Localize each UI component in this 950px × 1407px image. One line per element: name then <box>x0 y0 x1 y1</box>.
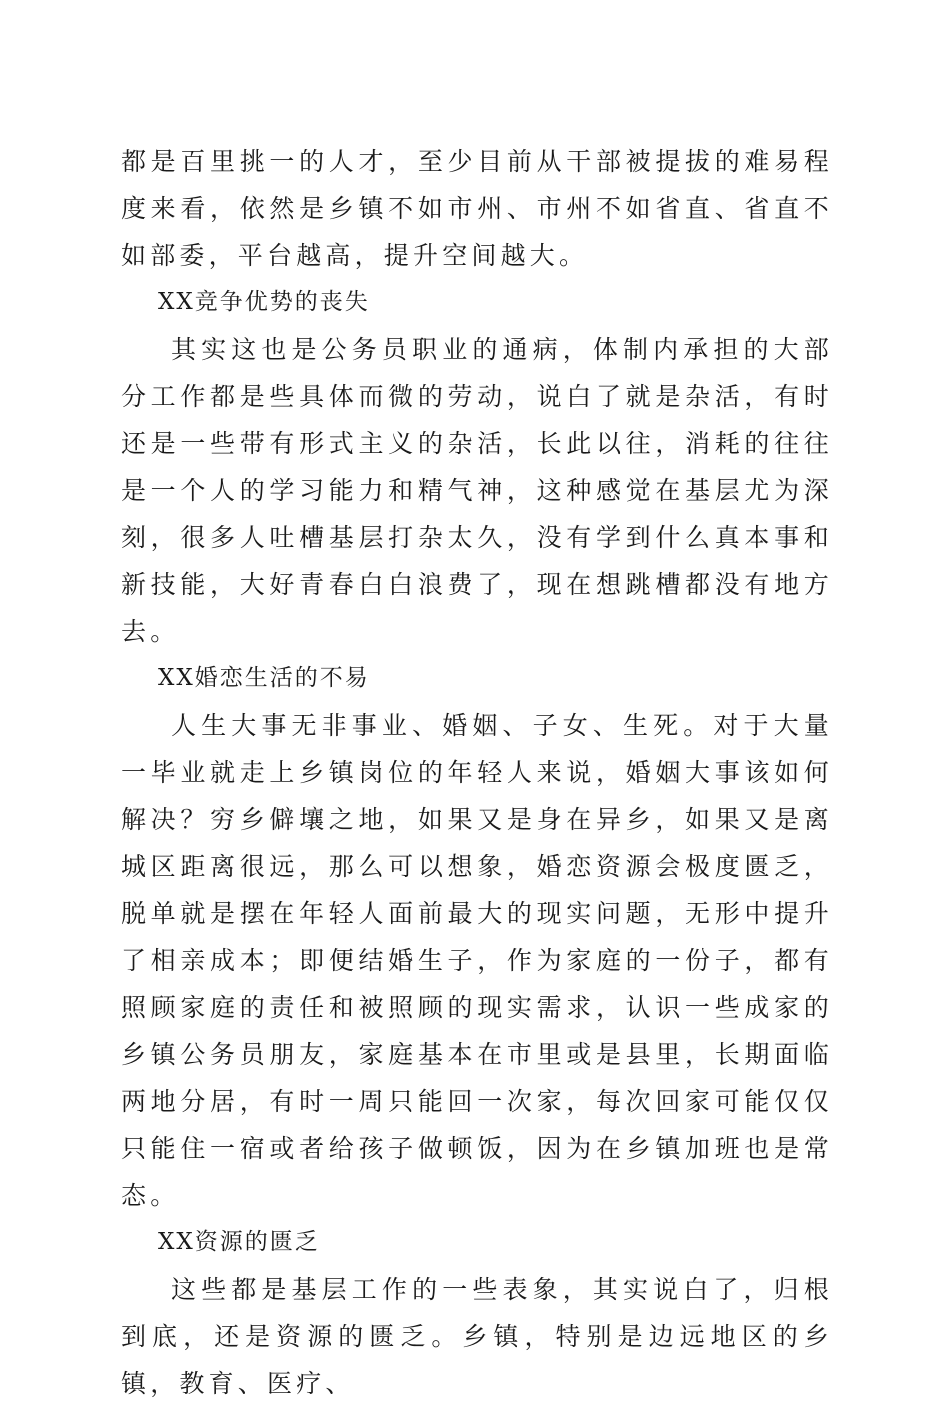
section-heading-marriage-life: XX婚恋生活的不易 <box>158 665 370 691</box>
section-heading-resource-scarcity: XX资源的匮乏 <box>158 1229 320 1255</box>
document-body <box>121 138 833 1407</box>
paragraph-2: 其实这也是公务员职业的通病，体制内承担的大部分工作都是些具体而微的劳动，说白了就是杂活，有时还是一些带有形式主义的杂活，长此以往，消耗的往往是一个人的学习能力和精气神，这种感觉在基层尤为深刻，很多人吐槽基层打杂太久，没有学到什么真本事和新技能，大好青春白白浪费了，现在想跳槽都没有地方去。 <box>121 335 833 646</box>
paragraph-3: 人生大事无非事业、婚姻、子女、生死。对于大量一毕业就走上乡镇岗位的年轻人来说，婚姻大事该如何解决？穷乡僻壤之地，如果又是身在异乡，如果又是离城区距离很远，那么可以想象，婚恋资源会极度匮乏，脱单就是摆在年轻人面前最大的现实问题，无形中提升了相亲成本；即便结婚生子，作为家庭的一份子，都有照顾家庭的责任和被照顾的现实需求，认识一些成家的乡镇公务员朋友，家庭基本在市里或是县里，长期面临两地分居，有时一周只能回一次家，每次回家可能仅仅只能住一宿或者给孩子做顿饭，因为在乡镇加班也是常态。 <box>121 711 833 1210</box>
paragraph-4: 这些都是基层工作的一些表象，其实说白了，归根到底，还是资源的匮乏。乡镇，特别是边远地区的乡镇，教育、医疗、 <box>121 1275 833 1398</box>
paragraph-1: 都是百里挑一的人才，至少目前从干部被提拔的难易程度来看，依然是乡镇不如市州、市州不如省直、省直不如部委，平台越高，提升空间越大。 <box>121 147 833 270</box>
section-heading-competitive-advantage: XX竞争优势的丧失 <box>158 289 370 315</box>
